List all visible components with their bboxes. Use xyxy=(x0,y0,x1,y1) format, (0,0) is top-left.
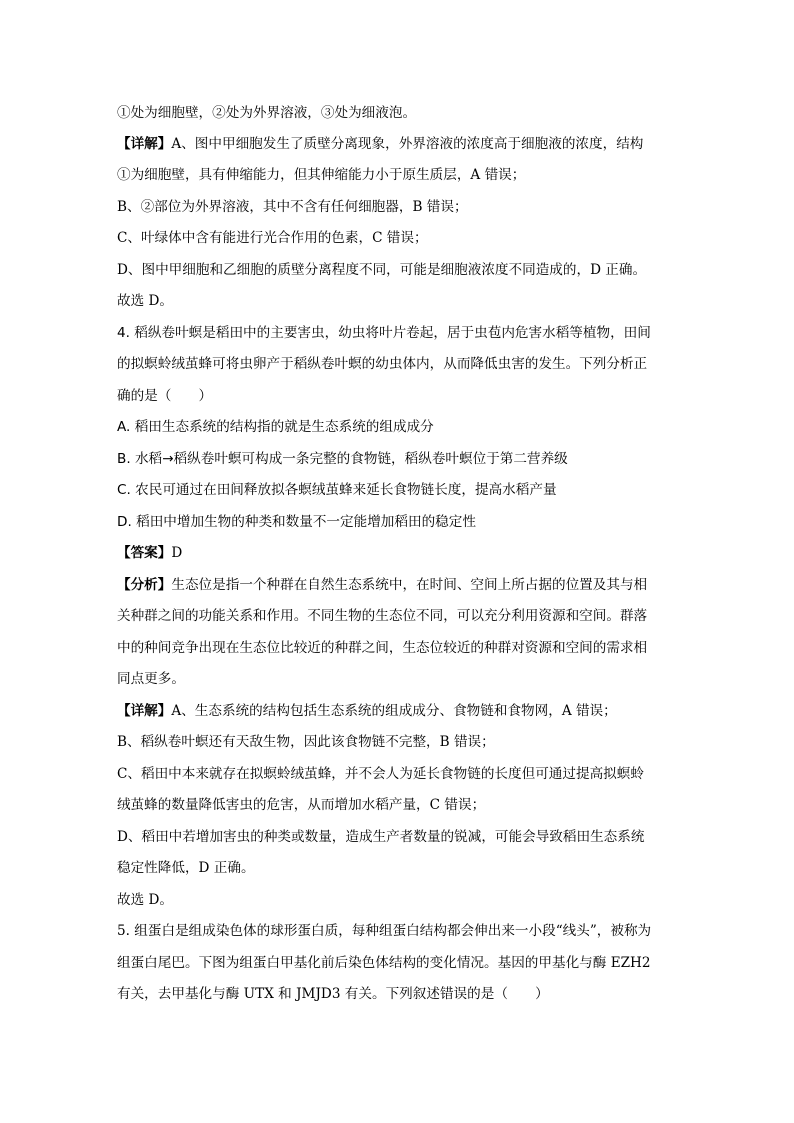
q4-detail-line-3: C、稻田中本来就存在拟螟蛉绒茧蜂，并不会人为延长食物链的长度但可通过提高拟螟蛉 xyxy=(117,766,644,782)
q4-detail-line-6: 稳定性降低，D 正确。 xyxy=(117,860,255,876)
q4-option-d: D. 稻田中增加生物的种类和数量不一定能增加稻田的稳定性 xyxy=(117,514,476,530)
q5-stem-line-2: 组蛋白尾巴。下图为组蛋白甲基化前后染色体结构的变化情况。基因的甲基化与酶 EZH2 xyxy=(117,955,651,971)
q4-stem-line-1: 4. 稻纵卷叶螟是稻田中的主要害虫，幼虫将叶片卷起，居于虫苞内危害水稻等植物，田间 xyxy=(117,325,651,341)
q4-option-c: C. 农民可通过在田间释放拟各螟绒茧蜂来延长食物链长度，提高水稻产量 xyxy=(117,482,557,498)
detail-text: A、生态系统的结构包括生态系统的组成成分、食物链和食物网，A 错误； xyxy=(171,703,617,719)
q4-detail-line-4: 绒茧蜂的数量降低害虫的危害，从而增加水稻产量，C 错误； xyxy=(117,797,486,813)
q4-option-a: A. 稻田生态系统的结构指的就是生态系统的组成成分 xyxy=(117,419,434,435)
q5-stem-line-1: 5. 组蛋白是组成染色体的球形蛋白质，每种组蛋白结构都会伸出来一小段“线头”，被称为 xyxy=(117,923,652,939)
detail-line-q3-4: C、叶绿体中含有能进行光合作用的色素，C 错误； xyxy=(117,230,428,246)
conclusion-q4: 故选 D。 xyxy=(117,892,174,908)
analysis-label: 【分析】 xyxy=(117,577,172,593)
analysis-tail-text: ①处为细胞壁，②处为外界溶液，③处为细液泡。 xyxy=(117,105,417,121)
q4-analysis-line-2: 关种群之间的功能关系和作用。不同生物的生态位不同，可以充分利用资源和空间。群落 xyxy=(117,608,648,624)
detail-line-q3-5: D、图中甲细胞和乙细胞的质壁分离程度不同，可能是细胞液浓度不同造成的，D 正确。 xyxy=(117,262,647,278)
q4-analysis-line-3: 中的种间竞争出现在生态位比较近的种群之间，生态位较近的种群对资源和空间的需求相 xyxy=(117,640,648,656)
q4-option-b: B. 水稻→稻纵卷叶螟可构成一条完整的食物链，稻纵卷叶螟位于第二营养级 xyxy=(117,451,568,467)
answer-label: 【答案】 xyxy=(117,545,172,561)
detail-line-q3-3: B、②部位为外界溶液，其中不含有任何细胞器，B 错误； xyxy=(117,199,468,215)
detail-label: 【详解】 xyxy=(117,703,172,719)
answer-value: D xyxy=(171,545,183,561)
detail-line-q3-1 xyxy=(117,135,677,153)
q5-stem-line-3: 有关，去甲基化与酶 UTX 和 JMJD3 有关。下列叙述错误的是（ ） xyxy=(117,986,549,1002)
q4-answer-line xyxy=(117,544,677,562)
conclusion-q3: 故选 D。 xyxy=(117,293,174,309)
q4-detail-line-1 xyxy=(117,702,677,720)
q4-analysis-line-4: 同点更多。 xyxy=(117,671,185,687)
q4-stem-line-2: 的拟螟蛉绒茧蜂可将虫卵产于稻纵卷叶螟的幼虫体内，从而降低虫害的发生。下列分析正 xyxy=(117,356,648,372)
q4-detail-line-2: B、稻纵卷叶螟还有天敌生物，因此该食物链不完整，B 错误； xyxy=(117,734,495,750)
q4-analysis-line-1 xyxy=(117,576,677,594)
detail-text: A、图中甲细胞发生了质壁分离现象，外界溶液的浓度高于细胞液的浓度，结构 xyxy=(171,136,644,152)
q4-detail-line-5: D、稻田中若增加害虫的种类或数量，造成生产者数量的锐减，可能会导致稻田生态系统 xyxy=(117,829,645,845)
detail-line-q3-2: ①为细胞壁，具有伸缩能力，但其伸缩能力小于原生质层，A 错误； xyxy=(117,167,526,183)
q4-stem-line-3: 确的是（ ） xyxy=(117,388,213,404)
analysis-text: 生态位是指一个种群在自然生态系统中，在时间、空间上所占据的位置及其与相 xyxy=(171,577,648,593)
detail-label: 【详解】 xyxy=(117,136,172,152)
